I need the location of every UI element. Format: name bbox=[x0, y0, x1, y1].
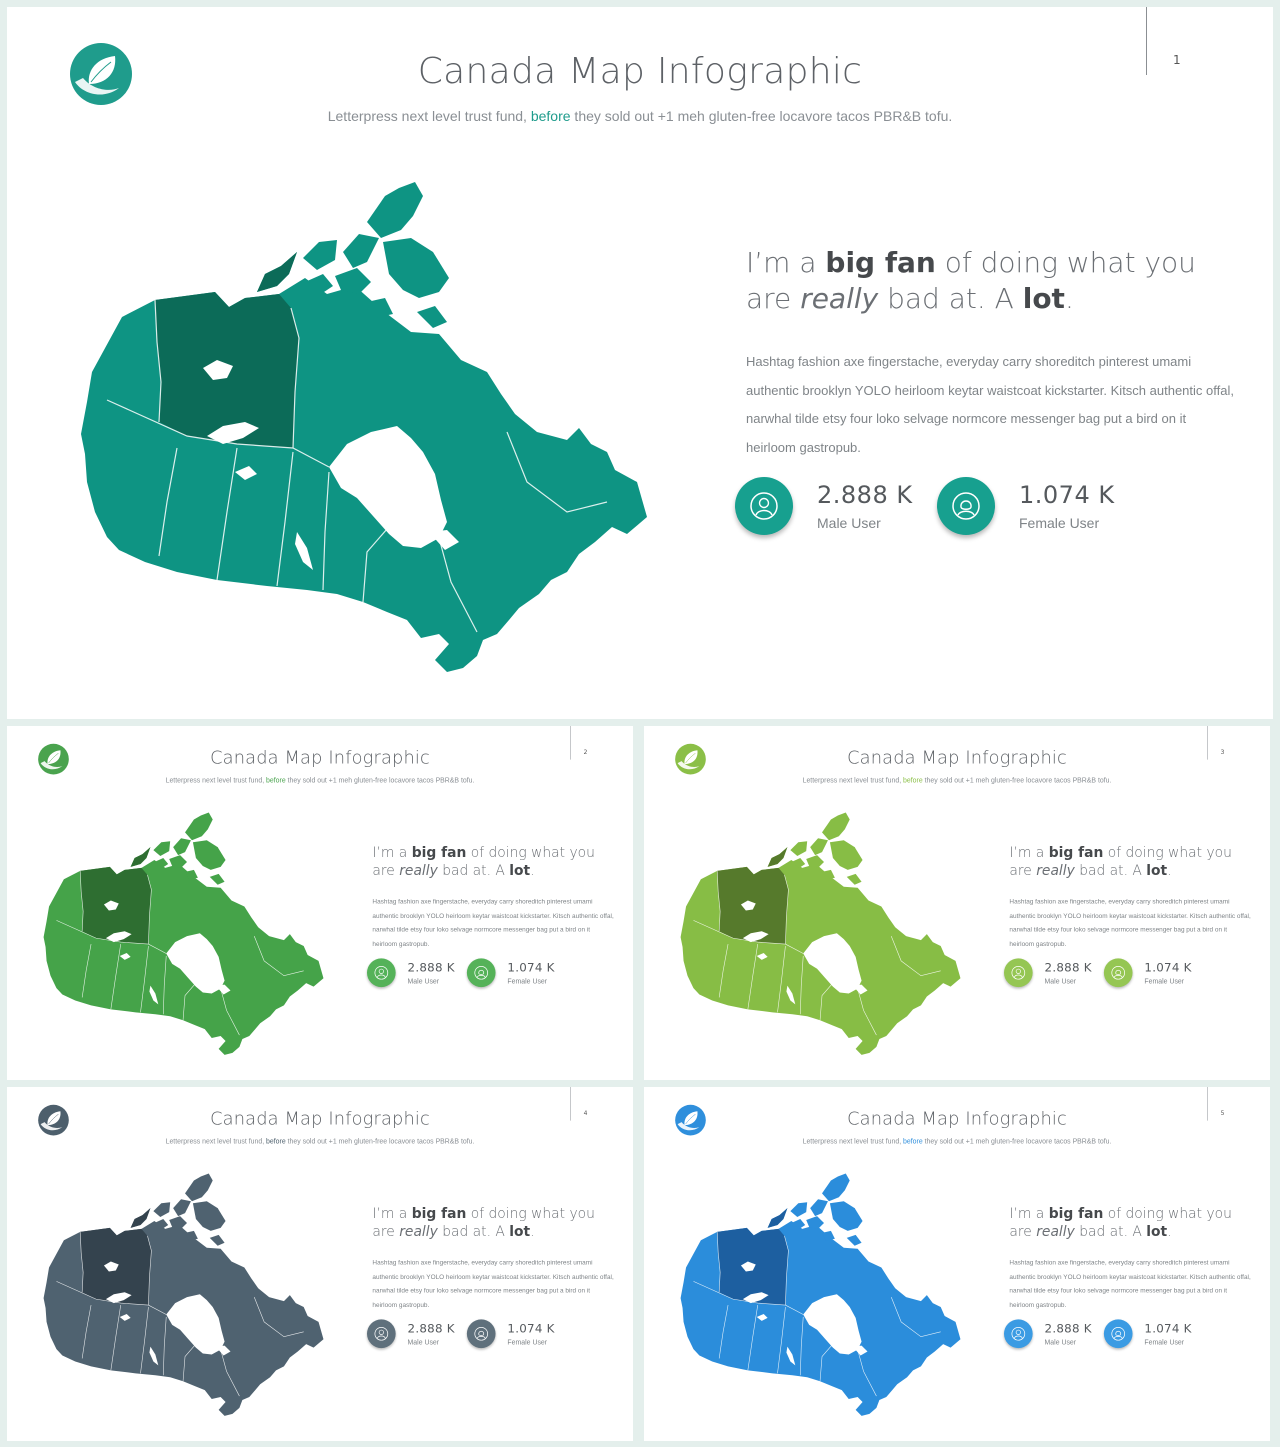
male-user-value: 2.888 K bbox=[407, 960, 455, 975]
body-paragraph: Hashtag fashion axe fingerstache, everyday carry shoreditch pinterest umami authentic brooklyn YOLO heirloom keytar waistcoat kickstarter. Kitsch authentic offal, narwhal tilde etsy four loko selvage normcore messenger bag put a bird on it heirloom gastropub. bbox=[1009, 1258, 1251, 1309]
arctic-island bbox=[343, 234, 379, 268]
headline-text: I’m a bbox=[1009, 1205, 1049, 1222]
subtitle-text-start: Letterpress next level trust fund, bbox=[802, 775, 904, 784]
subtitle-highlight: before bbox=[903, 1136, 923, 1145]
body-paragraph: Hashtag fashion axe fingerstache, everyday carry shoreditch pinterest umami authentic brooklyn YOLO heirloom keytar waistcoat kickstarter. Kitsch authentic offal, narwhal tilde etsy four loko selvage normcore messenger bag put a bird on it heirloom gastropub. bbox=[372, 897, 614, 948]
arctic-island bbox=[830, 1201, 863, 1231]
subtitle-text-end: they sold out +1 meh gluten-free locavore tacos PBR&B tofu. bbox=[285, 775, 475, 784]
male-user-icon bbox=[1011, 965, 1026, 980]
slide-content bbox=[7, 726, 633, 1078]
headline-text: I’m a bbox=[372, 844, 412, 861]
female-user-button[interactable] bbox=[1104, 958, 1133, 987]
arctic-island bbox=[210, 1235, 225, 1246]
male-user-button[interactable] bbox=[735, 477, 793, 535]
female-user-icon bbox=[474, 965, 489, 980]
female-user-button[interactable] bbox=[937, 477, 995, 535]
female-user-value: 1.074 K bbox=[1144, 960, 1192, 975]
slide-content bbox=[7, 1087, 633, 1439]
subtitle-text-end: they sold out +1 meh gluten-free locavore tacos PBR&B tofu. bbox=[922, 1136, 1112, 1145]
headline-text: bad at. A bbox=[878, 282, 1023, 315]
male-user-button[interactable] bbox=[1004, 1319, 1033, 1348]
male-user-label: Male User bbox=[1044, 977, 1077, 986]
arctic-island bbox=[185, 1174, 213, 1202]
female-user-label: Female User bbox=[1144, 1338, 1185, 1347]
female-user-label: Female User bbox=[507, 1338, 548, 1347]
page-number: 1 bbox=[1173, 53, 1181, 67]
male-user-icon bbox=[374, 1326, 389, 1341]
slide-content bbox=[644, 1087, 1270, 1439]
female-user-label: Female User bbox=[1019, 515, 1100, 531]
slide-4-slate[interactable] bbox=[7, 1087, 633, 1441]
body-paragraph: Hashtag fashion axe fingerstache, everyday carry shoreditch pinterest umami authentic brooklyn YOLO heirloom keytar waistcoat kickstarter. Kitsch authentic offal, narwhal tilde etsy four loko selvage normcore messenger bag put a bird on it heirloom gastropub. bbox=[1009, 897, 1251, 948]
page-title: Canada Map Infographic bbox=[417, 51, 863, 92]
headline-bold-text: lot bbox=[1022, 282, 1065, 315]
subtitle-text-start: Letterpress next level trust fund, bbox=[802, 1136, 904, 1145]
female-user-button[interactable] bbox=[1104, 1319, 1133, 1348]
page-title: Canada Map Infographic bbox=[847, 747, 1067, 769]
arctic-island bbox=[303, 240, 337, 270]
page-number: 5 bbox=[1220, 1109, 1225, 1117]
page-subtitle bbox=[7, 108, 1273, 124]
arctic-island bbox=[193, 1201, 226, 1231]
page-divider bbox=[1146, 7, 1147, 75]
canada-map bbox=[674, 813, 961, 1058]
subtitle-highlight: before bbox=[903, 775, 923, 784]
arctic-island bbox=[810, 1199, 828, 1216]
male-user-value: 2.888 K bbox=[1044, 960, 1092, 975]
headline-text: bad at. A bbox=[437, 1222, 510, 1240]
male-user-button[interactable] bbox=[367, 1319, 396, 1348]
canada-map bbox=[674, 1174, 961, 1419]
highlighted-island bbox=[768, 1208, 788, 1228]
female-user-icon bbox=[1111, 1326, 1126, 1341]
male-user-icon bbox=[749, 491, 779, 521]
male-user-stat bbox=[367, 1319, 461, 1354]
headline-text: of doing what you are bbox=[372, 1205, 595, 1240]
highlighted-island bbox=[768, 847, 788, 867]
canada-map bbox=[67, 182, 647, 677]
arctic-island bbox=[383, 238, 449, 298]
page-subtitle bbox=[644, 776, 1270, 784]
male-user-label: Male User bbox=[407, 977, 440, 986]
male-user-stat bbox=[367, 958, 461, 993]
male-user-label: Male User bbox=[817, 515, 881, 531]
highlighted-island bbox=[131, 1208, 151, 1228]
arctic-island bbox=[153, 841, 170, 856]
headline bbox=[372, 844, 619, 880]
arctic-island bbox=[790, 1202, 807, 1217]
canada-map bbox=[37, 813, 324, 1058]
headline-text: . bbox=[1167, 861, 1172, 879]
subtitle-text-start: Letterpress next level trust fund, bbox=[327, 108, 531, 124]
arctic-island bbox=[335, 268, 371, 294]
arctic-island bbox=[173, 838, 191, 855]
arctic-island bbox=[169, 855, 187, 868]
female-user-value: 1.074 K bbox=[507, 960, 555, 975]
female-user-button[interactable] bbox=[467, 1319, 496, 1348]
headline-text: bad at. A bbox=[1074, 1222, 1147, 1240]
female-user-button[interactable] bbox=[467, 958, 496, 987]
page-number: 2 bbox=[583, 748, 588, 756]
male-user-value: 2.888 K bbox=[817, 481, 913, 509]
headline-text: of doing what you are bbox=[1009, 1205, 1232, 1240]
female-user-label: Female User bbox=[1144, 977, 1185, 986]
page-title: Canada Map Infographic bbox=[847, 1108, 1067, 1130]
subtitle-text-end: they sold out +1 meh gluten-free locavore tacos PBR&B tofu. bbox=[922, 775, 1112, 784]
arctic-island bbox=[185, 813, 213, 841]
headline-italic-text: really bbox=[399, 1222, 438, 1240]
headline-italic-text: really bbox=[1036, 1222, 1075, 1240]
arctic-island bbox=[806, 855, 824, 868]
arctic-island bbox=[173, 1199, 191, 1216]
female-user-stat bbox=[1104, 1319, 1203, 1354]
female-user-value: 1.074 K bbox=[1019, 481, 1115, 509]
headline-bold-text: big fan bbox=[411, 1205, 467, 1222]
arctic-island bbox=[153, 1202, 170, 1217]
headline bbox=[746, 245, 1246, 317]
slide-2-green[interactable] bbox=[7, 726, 633, 1080]
male-user-stat bbox=[1004, 958, 1098, 993]
female-user-stat bbox=[937, 477, 1137, 547]
headline-bold-text: lot bbox=[509, 1222, 531, 1240]
arctic-island bbox=[193, 840, 226, 870]
headline-italic-text: really bbox=[1036, 861, 1075, 879]
headline-text: . bbox=[1167, 1222, 1172, 1240]
male-user-stat bbox=[735, 477, 925, 547]
female-user-label: Female User bbox=[507, 977, 548, 986]
headline bbox=[372, 1205, 619, 1241]
page-title: Canada Map Infographic bbox=[210, 747, 430, 769]
page-subtitle bbox=[7, 1137, 633, 1145]
headline-text: I’m a bbox=[1009, 844, 1049, 861]
headline-bold-text: big fan bbox=[1048, 844, 1104, 861]
headline-bold-text: lot bbox=[1146, 1222, 1168, 1240]
subtitle-highlight: before bbox=[530, 108, 571, 124]
female-user-icon bbox=[474, 1326, 489, 1341]
slide-content bbox=[7, 7, 1273, 719]
headline bbox=[1009, 844, 1256, 880]
headline-text: of doing what you are bbox=[746, 246, 1196, 315]
arctic-island bbox=[847, 1235, 862, 1246]
headline-italic-text: really bbox=[800, 282, 879, 315]
arctic-island bbox=[169, 1216, 187, 1229]
headline-bold-text: big fan bbox=[411, 844, 467, 861]
headline-text: . bbox=[530, 861, 535, 879]
female-user-stat bbox=[467, 1319, 566, 1354]
headline-text: I’m a bbox=[746, 246, 826, 279]
male-user-icon bbox=[374, 965, 389, 980]
page-number: 3 bbox=[1220, 748, 1225, 756]
slide-1-teal[interactable] bbox=[7, 7, 1273, 719]
slide-5-blue[interactable] bbox=[644, 1087, 1270, 1441]
body-paragraph: Hashtag fashion axe fingerstache, everyday carry shoreditch pinterest umami authentic brooklyn YOLO heirloom keytar waistcoat kickstarter. Kitsch authentic offal, narwhal tilde etsy four loko selvage normcore messenger bag put a bird on it heirloom gastropub. bbox=[746, 354, 1234, 455]
female-user-value: 1.074 K bbox=[507, 1321, 555, 1336]
subtitle-highlight: before bbox=[266, 775, 286, 784]
subtitle-text-end: they sold out +1 meh gluten-free locavore tacos PBR&B tofu. bbox=[570, 108, 953, 124]
highlighted-island bbox=[257, 252, 297, 292]
headline-text: of doing what you are bbox=[372, 844, 595, 879]
headline-text: . bbox=[1064, 282, 1074, 315]
female-user-value: 1.074 K bbox=[1144, 1321, 1192, 1336]
arctic-island bbox=[830, 840, 863, 870]
headline-bold-text: lot bbox=[509, 861, 531, 879]
arctic-island bbox=[806, 1216, 824, 1229]
male-user-button[interactable] bbox=[367, 958, 396, 987]
canada-map bbox=[37, 1174, 324, 1419]
page-number: 4 bbox=[583, 1109, 588, 1117]
headline-text: bad at. A bbox=[1074, 861, 1147, 879]
subtitle-highlight: before bbox=[266, 1136, 286, 1145]
female-user-stat bbox=[1104, 958, 1203, 993]
male-user-label: Male User bbox=[407, 1338, 440, 1347]
male-user-stat bbox=[1004, 1319, 1098, 1354]
arctic-island bbox=[822, 813, 850, 841]
male-user-value: 2.888 K bbox=[1044, 1321, 1092, 1336]
male-user-label: Male User bbox=[1044, 1338, 1077, 1347]
male-user-button[interactable] bbox=[1004, 958, 1033, 987]
headline-bold-text: lot bbox=[1146, 861, 1168, 879]
page-subtitle bbox=[7, 776, 633, 784]
arctic-island bbox=[367, 182, 423, 238]
subtitle-text-start: Letterpress next level trust fund, bbox=[165, 1136, 267, 1145]
male-user-icon bbox=[1011, 1326, 1026, 1341]
subtitle-text-end: they sold out +1 meh gluten-free locavore tacos PBR&B tofu. bbox=[285, 1136, 475, 1145]
page-title: Canada Map Infographic bbox=[210, 1108, 430, 1130]
headline-italic-text: really bbox=[399, 861, 438, 879]
headline-text: I’m a bbox=[372, 1205, 412, 1222]
page-subtitle bbox=[644, 1137, 1270, 1145]
headline-bold-text: big fan bbox=[825, 246, 936, 279]
headline-text: bad at. A bbox=[437, 861, 510, 879]
arctic-island bbox=[210, 874, 225, 885]
slide-content bbox=[644, 726, 1270, 1078]
arctic-island bbox=[417, 306, 447, 328]
highlighted-island bbox=[131, 847, 151, 867]
subtitle-text-start: Letterpress next level trust fund, bbox=[165, 775, 267, 784]
headline-text: . bbox=[530, 1222, 535, 1240]
male-user-value: 2.888 K bbox=[407, 1321, 455, 1336]
female-user-stat bbox=[467, 958, 566, 993]
slide-3-lime[interactable] bbox=[644, 726, 1270, 1080]
headline-bold-text: big fan bbox=[1048, 1205, 1104, 1222]
female-user-icon bbox=[951, 491, 981, 521]
headline bbox=[1009, 1205, 1256, 1241]
headline-text: of doing what you are bbox=[1009, 844, 1232, 879]
arctic-island bbox=[810, 838, 828, 855]
female-user-icon bbox=[1111, 965, 1126, 980]
arctic-island bbox=[847, 874, 862, 885]
arctic-island bbox=[822, 1174, 850, 1202]
arctic-island bbox=[790, 841, 807, 856]
body-paragraph: Hashtag fashion axe fingerstache, everyday carry shoreditch pinterest umami authentic brooklyn YOLO heirloom keytar waistcoat kickstarter. Kitsch authentic offal, narwhal tilde etsy four loko selvage normcore messenger bag put a bird on it heirloom gastropub. bbox=[372, 1258, 614, 1309]
